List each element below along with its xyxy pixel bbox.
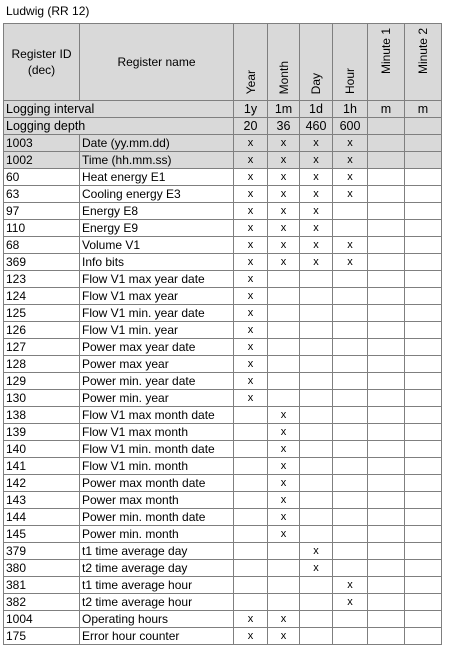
mark-cell bbox=[234, 526, 268, 543]
mark-cell bbox=[234, 475, 268, 492]
logging-depth-value: 460 bbox=[300, 118, 333, 135]
mark-cell: x bbox=[234, 373, 268, 390]
mark-cell: x bbox=[268, 407, 300, 424]
logging-interval-value: 1h bbox=[333, 101, 368, 118]
mark-cell bbox=[333, 203, 368, 220]
mark-cell bbox=[368, 628, 405, 645]
mark-cell bbox=[234, 492, 268, 509]
register-id-cell: 141 bbox=[4, 458, 80, 475]
mark-cell bbox=[368, 305, 405, 322]
table-row bbox=[4, 237, 442, 254]
mark-cell bbox=[234, 577, 268, 594]
mark-cell bbox=[405, 594, 442, 611]
mark-cell: x bbox=[268, 203, 300, 220]
table-header-row bbox=[4, 24, 442, 101]
mark-cell: x bbox=[234, 203, 268, 220]
table-row bbox=[4, 169, 442, 186]
mark-cell bbox=[405, 237, 442, 254]
logging-depth-value: 20 bbox=[234, 118, 268, 135]
header-col-hour: Hour bbox=[333, 24, 368, 101]
register-id-cell: 1002 bbox=[4, 152, 80, 169]
logging-depth-value: 600 bbox=[333, 118, 368, 135]
register-id-cell: 68 bbox=[4, 237, 80, 254]
mark-cell bbox=[368, 441, 405, 458]
mark-cell: x bbox=[333, 577, 368, 594]
table-row bbox=[4, 628, 442, 645]
mark-cell bbox=[405, 424, 442, 441]
mark-cell bbox=[405, 203, 442, 220]
register-name-cell: t2 time average day bbox=[80, 560, 234, 577]
mark-cell bbox=[405, 339, 442, 356]
mark-cell: x bbox=[234, 288, 268, 305]
mark-cell bbox=[268, 356, 300, 373]
mark-cell bbox=[300, 475, 333, 492]
mark-cell bbox=[368, 390, 405, 407]
register-name-cell: t1 time average hour bbox=[80, 577, 234, 594]
mark-cell bbox=[368, 492, 405, 509]
mark-cell bbox=[405, 475, 442, 492]
mark-cell: x bbox=[268, 152, 300, 169]
register-id-cell: 1003 bbox=[4, 135, 80, 152]
mark-cell bbox=[234, 560, 268, 577]
mark-cell bbox=[405, 560, 442, 577]
register-name-cell: Flow V1 min. year date bbox=[80, 305, 234, 322]
table-row bbox=[4, 543, 442, 560]
register-name-cell: t2 time average hour bbox=[80, 594, 234, 611]
register-name-cell: Power max year bbox=[80, 356, 234, 373]
mark-cell bbox=[368, 594, 405, 611]
mark-cell bbox=[368, 186, 405, 203]
table-row bbox=[4, 475, 442, 492]
register-name-cell: Energy E9 bbox=[80, 220, 234, 237]
mark-cell bbox=[268, 271, 300, 288]
mark-cell bbox=[405, 305, 442, 322]
header-col-minute-2: Minute 2 bbox=[405, 24, 442, 101]
mark-cell: x bbox=[234, 271, 268, 288]
mark-cell bbox=[234, 441, 268, 458]
mark-cell: x bbox=[300, 220, 333, 237]
mark-cell bbox=[234, 424, 268, 441]
mark-cell bbox=[405, 254, 442, 271]
register-name-cell: Flow V1 min. month date bbox=[80, 441, 234, 458]
mark-cell bbox=[368, 577, 405, 594]
register-name-cell: Cooling energy E3 bbox=[80, 186, 234, 203]
mark-cell bbox=[333, 492, 368, 509]
register-id-cell: 124 bbox=[4, 288, 80, 305]
mark-cell bbox=[368, 220, 405, 237]
logging-depth-row bbox=[4, 118, 442, 135]
register-id-cell: 138 bbox=[4, 407, 80, 424]
mark-cell bbox=[368, 288, 405, 305]
register-table bbox=[3, 23, 442, 645]
mark-cell bbox=[368, 458, 405, 475]
mark-cell bbox=[333, 407, 368, 424]
table-row bbox=[4, 339, 442, 356]
mark-cell bbox=[234, 594, 268, 611]
mark-cell bbox=[405, 458, 442, 475]
mark-cell: x bbox=[268, 220, 300, 237]
register-id-cell: 123 bbox=[4, 271, 80, 288]
mark-cell bbox=[268, 390, 300, 407]
mark-cell bbox=[368, 424, 405, 441]
register-id-cell: 97 bbox=[4, 203, 80, 220]
register-id-cell: 129 bbox=[4, 373, 80, 390]
table-row bbox=[4, 577, 442, 594]
mark-cell: x bbox=[234, 628, 268, 645]
mark-cell bbox=[300, 339, 333, 356]
logging-interval-value: 1m bbox=[268, 101, 300, 118]
table-row bbox=[4, 322, 442, 339]
mark-cell bbox=[333, 356, 368, 373]
mark-cell: x bbox=[268, 169, 300, 186]
mark-cell bbox=[333, 458, 368, 475]
mark-cell bbox=[405, 322, 442, 339]
mark-cell: x bbox=[268, 135, 300, 152]
mark-cell bbox=[333, 271, 368, 288]
mark-cell: x bbox=[268, 186, 300, 203]
mark-cell bbox=[300, 424, 333, 441]
table-row bbox=[4, 458, 442, 475]
mark-cell bbox=[300, 628, 333, 645]
mark-cell: x bbox=[234, 322, 268, 339]
register-id-cell: 145 bbox=[4, 526, 80, 543]
mark-cell bbox=[300, 390, 333, 407]
logging-depth-value bbox=[405, 118, 442, 135]
mark-cell bbox=[368, 475, 405, 492]
mark-cell bbox=[333, 441, 368, 458]
mark-cell: x bbox=[268, 611, 300, 628]
mark-cell: x bbox=[333, 152, 368, 169]
mark-cell bbox=[300, 577, 333, 594]
table-row bbox=[4, 356, 442, 373]
mark-cell bbox=[300, 611, 333, 628]
register-name-cell: Power min. month bbox=[80, 526, 234, 543]
mark-cell: x bbox=[300, 543, 333, 560]
mark-cell bbox=[368, 237, 405, 254]
mark-cell bbox=[234, 458, 268, 475]
mark-cell bbox=[405, 492, 442, 509]
logging-interval-value: m bbox=[368, 101, 405, 118]
register-id-cell: 380 bbox=[4, 560, 80, 577]
register-id-cell: 143 bbox=[4, 492, 80, 509]
mark-cell: x bbox=[268, 254, 300, 271]
register-name-cell: Volume V1 bbox=[80, 237, 234, 254]
mark-cell: x bbox=[333, 169, 368, 186]
mark-cell bbox=[405, 526, 442, 543]
logging-interval-value: 1d bbox=[300, 101, 333, 118]
mark-cell bbox=[368, 560, 405, 577]
mark-cell bbox=[405, 390, 442, 407]
mark-cell bbox=[268, 594, 300, 611]
mark-cell: x bbox=[268, 628, 300, 645]
register-id-cell: 379 bbox=[4, 543, 80, 560]
table-row bbox=[4, 492, 442, 509]
register-id-cell: 140 bbox=[4, 441, 80, 458]
register-name-cell: Flow V1 max year date bbox=[80, 271, 234, 288]
mark-cell bbox=[333, 628, 368, 645]
register-name-cell: Flow V1 max year bbox=[80, 288, 234, 305]
mark-cell: x bbox=[300, 169, 333, 186]
mark-cell bbox=[368, 152, 405, 169]
mark-cell bbox=[405, 373, 442, 390]
register-name-cell: Power min. month date bbox=[80, 509, 234, 526]
mark-cell bbox=[368, 509, 405, 526]
table-row bbox=[4, 509, 442, 526]
mark-cell: x bbox=[300, 152, 333, 169]
table-row bbox=[4, 373, 442, 390]
header-col-year: Year bbox=[234, 24, 268, 101]
mark-cell bbox=[405, 356, 442, 373]
register-name-cell: Date (yy.mm.dd) bbox=[80, 135, 234, 152]
register-id-cell: 60 bbox=[4, 169, 80, 186]
mark-cell: x bbox=[268, 441, 300, 458]
mark-cell: x bbox=[234, 390, 268, 407]
mark-cell bbox=[368, 169, 405, 186]
mark-cell bbox=[300, 373, 333, 390]
mark-cell: x bbox=[234, 186, 268, 203]
mark-cell bbox=[300, 407, 333, 424]
mark-cell bbox=[300, 526, 333, 543]
mark-cell bbox=[405, 441, 442, 458]
mark-cell: x bbox=[300, 135, 333, 152]
table-row bbox=[4, 407, 442, 424]
mark-cell bbox=[368, 271, 405, 288]
mark-cell bbox=[268, 288, 300, 305]
mark-cell bbox=[368, 543, 405, 560]
mark-cell: x bbox=[300, 560, 333, 577]
mark-cell: x bbox=[234, 339, 268, 356]
mark-cell bbox=[368, 203, 405, 220]
register-name-cell: Operating hours bbox=[80, 611, 234, 628]
register-name-cell: Flow V1 min. year bbox=[80, 322, 234, 339]
mark-cell: x bbox=[234, 237, 268, 254]
mark-cell bbox=[333, 543, 368, 560]
mark-cell bbox=[333, 475, 368, 492]
mark-cell bbox=[405, 509, 442, 526]
mark-cell bbox=[333, 611, 368, 628]
mark-cell bbox=[333, 220, 368, 237]
mark-cell bbox=[405, 407, 442, 424]
register-id-cell: 63 bbox=[4, 186, 80, 203]
mark-cell bbox=[405, 135, 442, 152]
header-register-name: Register name bbox=[80, 24, 234, 101]
table-row bbox=[4, 305, 442, 322]
table-row bbox=[4, 594, 442, 611]
mark-cell bbox=[268, 577, 300, 594]
mark-cell bbox=[405, 543, 442, 560]
mark-cell bbox=[405, 288, 442, 305]
logging-interval-label: Logging interval bbox=[4, 101, 234, 118]
table-row bbox=[4, 135, 442, 152]
register-name-cell: Energy E8 bbox=[80, 203, 234, 220]
register-id-cell: 142 bbox=[4, 475, 80, 492]
mark-cell bbox=[368, 407, 405, 424]
mark-cell: x bbox=[333, 186, 368, 203]
mark-cell bbox=[405, 628, 442, 645]
mark-cell bbox=[405, 152, 442, 169]
register-name-cell: Power max month date bbox=[80, 475, 234, 492]
mark-cell bbox=[333, 560, 368, 577]
mark-cell bbox=[368, 611, 405, 628]
header-col-minute-1: Minute 1 bbox=[368, 24, 405, 101]
register-name-cell: Info bits bbox=[80, 254, 234, 271]
mark-cell: x bbox=[268, 475, 300, 492]
register-id-cell: 126 bbox=[4, 322, 80, 339]
mark-cell bbox=[300, 441, 333, 458]
mark-cell bbox=[368, 322, 405, 339]
register-name-cell: Flow V1 max month bbox=[80, 424, 234, 441]
table-row bbox=[4, 220, 442, 237]
mark-cell bbox=[333, 526, 368, 543]
mark-cell bbox=[300, 356, 333, 373]
register-name-cell: Power max year date bbox=[80, 339, 234, 356]
mark-cell bbox=[333, 509, 368, 526]
register-id-cell: 144 bbox=[4, 509, 80, 526]
mark-cell: x bbox=[268, 509, 300, 526]
mark-cell bbox=[405, 611, 442, 628]
mark-cell bbox=[405, 271, 442, 288]
table-row bbox=[4, 271, 442, 288]
mark-cell: x bbox=[333, 237, 368, 254]
register-id-cell: 175 bbox=[4, 628, 80, 645]
mark-cell: x bbox=[333, 594, 368, 611]
mark-cell bbox=[333, 305, 368, 322]
register-name-cell: Error hour counter bbox=[80, 628, 234, 645]
mark-cell bbox=[368, 254, 405, 271]
mark-cell bbox=[368, 356, 405, 373]
mark-cell bbox=[300, 492, 333, 509]
register-name-cell: Power min. year date bbox=[80, 373, 234, 390]
table-row bbox=[4, 254, 442, 271]
mark-cell bbox=[405, 220, 442, 237]
register-name-cell: Power max month bbox=[80, 492, 234, 509]
mark-cell bbox=[234, 543, 268, 560]
mark-cell bbox=[333, 288, 368, 305]
mark-cell: x bbox=[300, 203, 333, 220]
mark-cell: x bbox=[300, 254, 333, 271]
mark-cell: x bbox=[234, 169, 268, 186]
mark-cell bbox=[405, 186, 442, 203]
register-name-cell: Time (hh.mm.ss) bbox=[80, 152, 234, 169]
logging-depth-value: 36 bbox=[268, 118, 300, 135]
mark-cell: x bbox=[234, 220, 268, 237]
mark-cell bbox=[300, 458, 333, 475]
mark-cell: x bbox=[268, 526, 300, 543]
table-row bbox=[4, 560, 442, 577]
mark-cell bbox=[268, 339, 300, 356]
table-row bbox=[4, 203, 442, 220]
page-title: Ludwig (RR 12) bbox=[6, 4, 90, 18]
mark-cell bbox=[300, 322, 333, 339]
table-row bbox=[4, 390, 442, 407]
mark-cell: x bbox=[234, 356, 268, 373]
mark-cell bbox=[300, 288, 333, 305]
register-id-cell: 127 bbox=[4, 339, 80, 356]
mark-cell bbox=[300, 271, 333, 288]
mark-cell bbox=[333, 339, 368, 356]
mark-cell: x bbox=[234, 152, 268, 169]
register-name-cell: Flow V1 max month date bbox=[80, 407, 234, 424]
table-row bbox=[4, 424, 442, 441]
mark-cell bbox=[333, 390, 368, 407]
mark-cell bbox=[368, 339, 405, 356]
mark-cell: x bbox=[300, 237, 333, 254]
mark-cell: x bbox=[333, 135, 368, 152]
mark-cell bbox=[333, 424, 368, 441]
mark-cell bbox=[300, 594, 333, 611]
mark-cell bbox=[268, 373, 300, 390]
mark-cell: x bbox=[268, 492, 300, 509]
mark-cell bbox=[368, 526, 405, 543]
logging-interval-row bbox=[4, 101, 442, 118]
register-id-cell: 381 bbox=[4, 577, 80, 594]
table-row bbox=[4, 526, 442, 543]
mark-cell bbox=[333, 373, 368, 390]
mark-cell bbox=[368, 373, 405, 390]
mark-cell: x bbox=[234, 305, 268, 322]
header-col-day: Day bbox=[300, 24, 333, 101]
mark-cell bbox=[300, 305, 333, 322]
mark-cell bbox=[234, 407, 268, 424]
mark-cell bbox=[268, 560, 300, 577]
register-name-cell: Flow V1 min. month bbox=[80, 458, 234, 475]
mark-cell bbox=[234, 509, 268, 526]
register-name-cell: Power min. year bbox=[80, 390, 234, 407]
register-id-cell: 130 bbox=[4, 390, 80, 407]
mark-cell bbox=[405, 577, 442, 594]
table-row bbox=[4, 441, 442, 458]
logging-depth-value bbox=[368, 118, 405, 135]
register-id-cell: 369 bbox=[4, 254, 80, 271]
mark-cell: x bbox=[234, 254, 268, 271]
logging-depth-label: Logging depth bbox=[4, 118, 234, 135]
register-id-cell: 1004 bbox=[4, 611, 80, 628]
table-row bbox=[4, 288, 442, 305]
register-id-cell: 382 bbox=[4, 594, 80, 611]
logging-interval-value: 1y bbox=[234, 101, 268, 118]
mark-cell bbox=[405, 169, 442, 186]
logging-interval-value: m bbox=[405, 101, 442, 118]
mark-cell bbox=[268, 543, 300, 560]
register-id-cell: 128 bbox=[4, 356, 80, 373]
mark-cell: x bbox=[333, 254, 368, 271]
register-name-cell: t1 time average day bbox=[80, 543, 234, 560]
table-row bbox=[4, 152, 442, 169]
mark-cell bbox=[368, 135, 405, 152]
header-col-month: Month bbox=[268, 24, 300, 101]
mark-cell: x bbox=[268, 237, 300, 254]
mark-cell bbox=[268, 305, 300, 322]
register-id-cell: 125 bbox=[4, 305, 80, 322]
mark-cell bbox=[300, 509, 333, 526]
mark-cell: x bbox=[268, 424, 300, 441]
header-register-id: Register ID (dec) bbox=[4, 24, 80, 101]
register-id-cell: 139 bbox=[4, 424, 80, 441]
mark-cell: x bbox=[234, 611, 268, 628]
mark-cell: x bbox=[268, 458, 300, 475]
mark-cell: x bbox=[300, 186, 333, 203]
table-row bbox=[4, 186, 442, 203]
mark-cell: x bbox=[234, 135, 268, 152]
register-name-cell: Heat energy E1 bbox=[80, 169, 234, 186]
mark-cell bbox=[333, 322, 368, 339]
register-id-cell: 110 bbox=[4, 220, 80, 237]
mark-cell bbox=[268, 322, 300, 339]
table-row bbox=[4, 611, 442, 628]
